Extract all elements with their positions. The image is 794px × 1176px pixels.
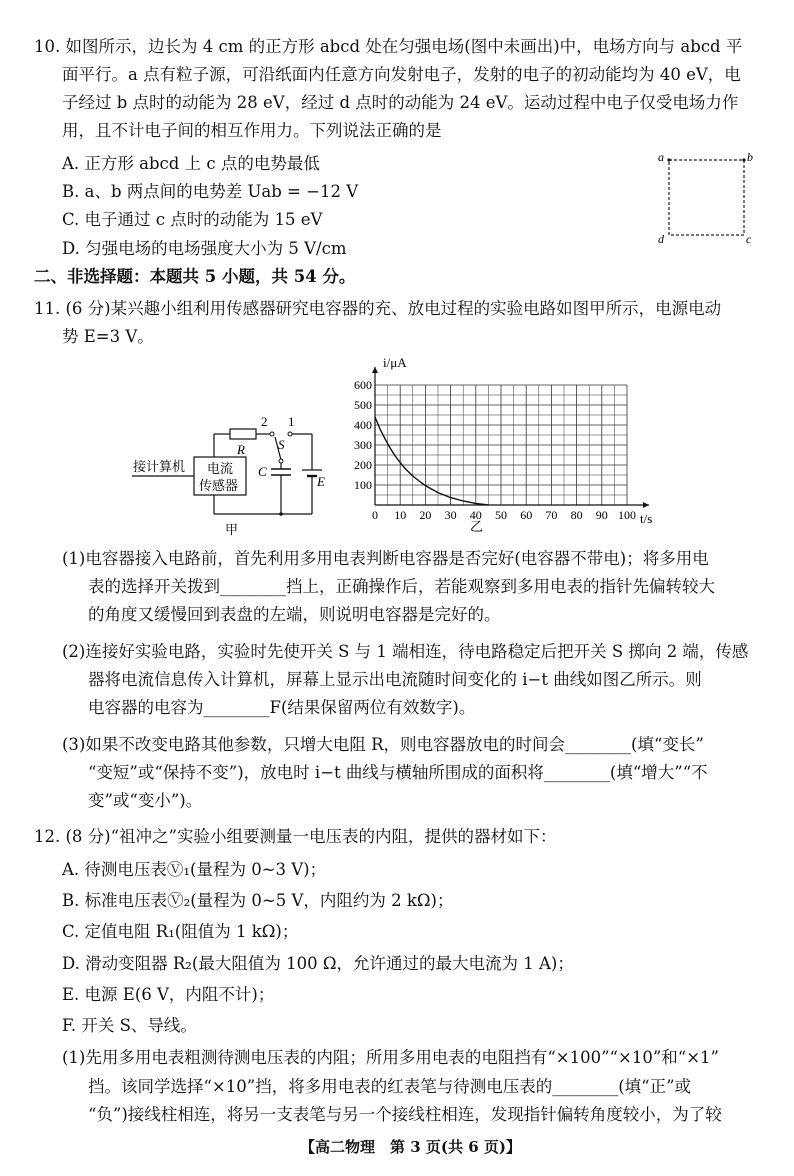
y-tick-label: 600 [354, 378, 372, 392]
q12-item-e: E. 电源 E(6 V，内阻不计)； [62, 985, 275, 1004]
q12-line-1: 12. (8 分)“祖冲之”实验小组要测量一电压表的内阻，提供的器材如下： [34, 827, 557, 846]
switch-label: S [278, 437, 285, 452]
x-tick-label: 30 [444, 508, 457, 522]
q11-line-1: 11. (6 分)某兴趣小组利用传感器研究电容器的充、放电过程的实验电路如图甲所示，电源电动 [34, 299, 722, 318]
terminal-1 [288, 432, 292, 436]
q11-part2-line1: (2)连接好实验电路，实验时先使开关 S 与 1 端相连，待电路稳定后把开关 S 掷向 2 端，传感 [62, 642, 749, 661]
capacitor-label: C [258, 464, 267, 479]
q12-part1-line3: “负”)接线柱相连，将另一支表笔与另一个接线柱相连，发现指针偏转角度较小，为了较 [88, 1105, 722, 1124]
q12-item-a: A. 待测电压表Ⓥ₁(量程为 0~3 V)； [62, 860, 327, 879]
x-tick-label: 0 [372, 508, 378, 522]
q11-part1-line1: (1)电容器接入电路前，首先利用多用电表判断电容器是否完好(电容器不带电)；将多用电 [62, 549, 709, 568]
sensor-label-2: 传感器 [199, 478, 239, 493]
x-tick-label: 90 [595, 508, 608, 522]
q12-part1-line1: (1)先用多用电表粗测待测电压表的内阻；所用多用电表的电阻挡有“×100”“×10”和“×1” [62, 1048, 719, 1067]
y-tick-label: 400 [354, 418, 372, 432]
current-time-chart [345, 355, 675, 535]
q10-line-2: 面平行。a 点有粒子源，可沿纸面内任意方向发射电子，发射的电子的初动能均为 40 eV，电 [62, 65, 741, 84]
x-tick-label: 20 [419, 508, 432, 522]
x-tick-label: 60 [520, 508, 533, 522]
chart-grid [375, 385, 627, 505]
square-abcd-figure [655, 148, 765, 248]
q11-part1-line2: 表的选择开关拨到________挡上，正确操作后，若能观察到多用电表的指针先偏转较大 [88, 577, 715, 596]
chart-tick-labels [354, 378, 636, 522]
x-tick-label: 80 [570, 508, 583, 522]
section-heading: 二、非选择题：本题共 5 小题，共 54 分。 [34, 267, 356, 286]
x-tick-label: 100 [618, 508, 636, 522]
label-a: a [658, 150, 664, 164]
x-tick-label: 50 [495, 508, 507, 522]
y-axis-arrow [372, 367, 378, 373]
q10-line-4: 用，且不计电子间的相互作用力。下列说法正确的是 [62, 121, 442, 140]
chart-caption: 乙 [470, 519, 484, 534]
battery-label: E [317, 474, 325, 489]
y-tick-label: 500 [354, 398, 372, 412]
q11-part3-line1: (3)如果不改变电路其他参数，只增大电阻 R，则电容器放电的时间会________(填“变长” [62, 735, 704, 754]
q10-line-1: 10. 如图所示，边长为 4 cm 的正方形 abcd 处在匀强电场(图中未画出)中，电场方向与 abcd 平 [34, 37, 743, 56]
q12-item-f: F. 开关 S、导线。 [62, 1016, 197, 1035]
square-outline [669, 160, 744, 235]
x-axis-arrow [643, 502, 649, 508]
label-d: d [658, 232, 664, 246]
label-c: c [746, 232, 752, 246]
circuit-diagram [130, 408, 335, 538]
resistor-r [230, 429, 256, 439]
q10-option-a: A. 正方形 abcd 上 c 点的电势最低 [62, 154, 320, 173]
x-tick-label: 70 [545, 508, 558, 522]
q11-part2-line2: 器将电流信息传入计算机，屏幕上显示出电流随时间变化的 i−t 曲线如图乙所示。则 [88, 670, 702, 689]
q10-option-b: B. a、b 两点间的电势差 Uab = −12 V [62, 182, 359, 201]
y-tick-label: 200 [354, 458, 372, 472]
q11-part3-line2: “变短”或“保持不变”)，放电时 i−t 曲线与横轴所围成的面积将________(填“增大”“不 [88, 763, 708, 782]
q12-item-d: D. 滑动变阻器 R₂(最大阻值为 100 Ω，允许通过的最大电流为 1 A)； [62, 954, 574, 973]
x-tick-label: 10 [394, 508, 407, 522]
circuit-caption: 甲 [225, 522, 239, 537]
x-tick-label: 40 [469, 508, 482, 522]
label-b: b [747, 150, 753, 164]
point-a [667, 158, 670, 161]
q10-option-d: D. 匀强电场的电场强度大小为 5 V/cm [62, 239, 347, 258]
y-tick-label: 300 [354, 438, 372, 452]
chart-axes [372, 367, 649, 508]
discharge-curve [375, 417, 488, 505]
q11-part2-line3: 电容器的电容为________F(结果保留两位有效数字)。 [88, 698, 476, 717]
q11-part3-line3: 变”或“变小”)。 [88, 791, 203, 810]
q12-part1-line2: 挡。该同学选择“×10”挡，将多用电表的红表笔与待测电压表的________(填“正”或 [88, 1077, 691, 1096]
q11-line-2: 势 E=3 V。 [62, 327, 154, 346]
terminal-2-label: 2 [261, 414, 268, 429]
computer-label: 接计算机 [133, 459, 186, 474]
q10-line-3: 子经过 b 点时的动能为 28 eV，经过 d 点时的动能为 24 eV。运动过程中电子仅受电场力作 [62, 93, 739, 112]
terminal-2 [270, 432, 274, 436]
terminal-1-label: 1 [288, 414, 295, 429]
x-axis-label: t/s [640, 511, 653, 526]
point-b [742, 158, 745, 161]
resistor-label: R [237, 442, 245, 457]
q11-part1-line3: 的角度又缓慢回到表盘的左端，则说明电容器是完好的。 [88, 605, 501, 624]
y-axis-label: i/μA [383, 355, 407, 370]
y-tick-label: 100 [354, 478, 372, 492]
q12-item-b: B. 标准电压表Ⓥ₂(量程为 0~5 V，内阻约为 2 kΩ)； [62, 891, 454, 910]
page-footer: 【高二物理 第 3 页(共 6 页)】 [300, 1138, 521, 1156]
sensor-label-1: 电流 [207, 461, 234, 476]
q10-option-c: C. 电子通过 c 点时的动能为 15 eV [62, 210, 323, 229]
q12-item-c: C. 定值电阻 R₁(阻值为 1 kΩ)； [62, 922, 299, 941]
